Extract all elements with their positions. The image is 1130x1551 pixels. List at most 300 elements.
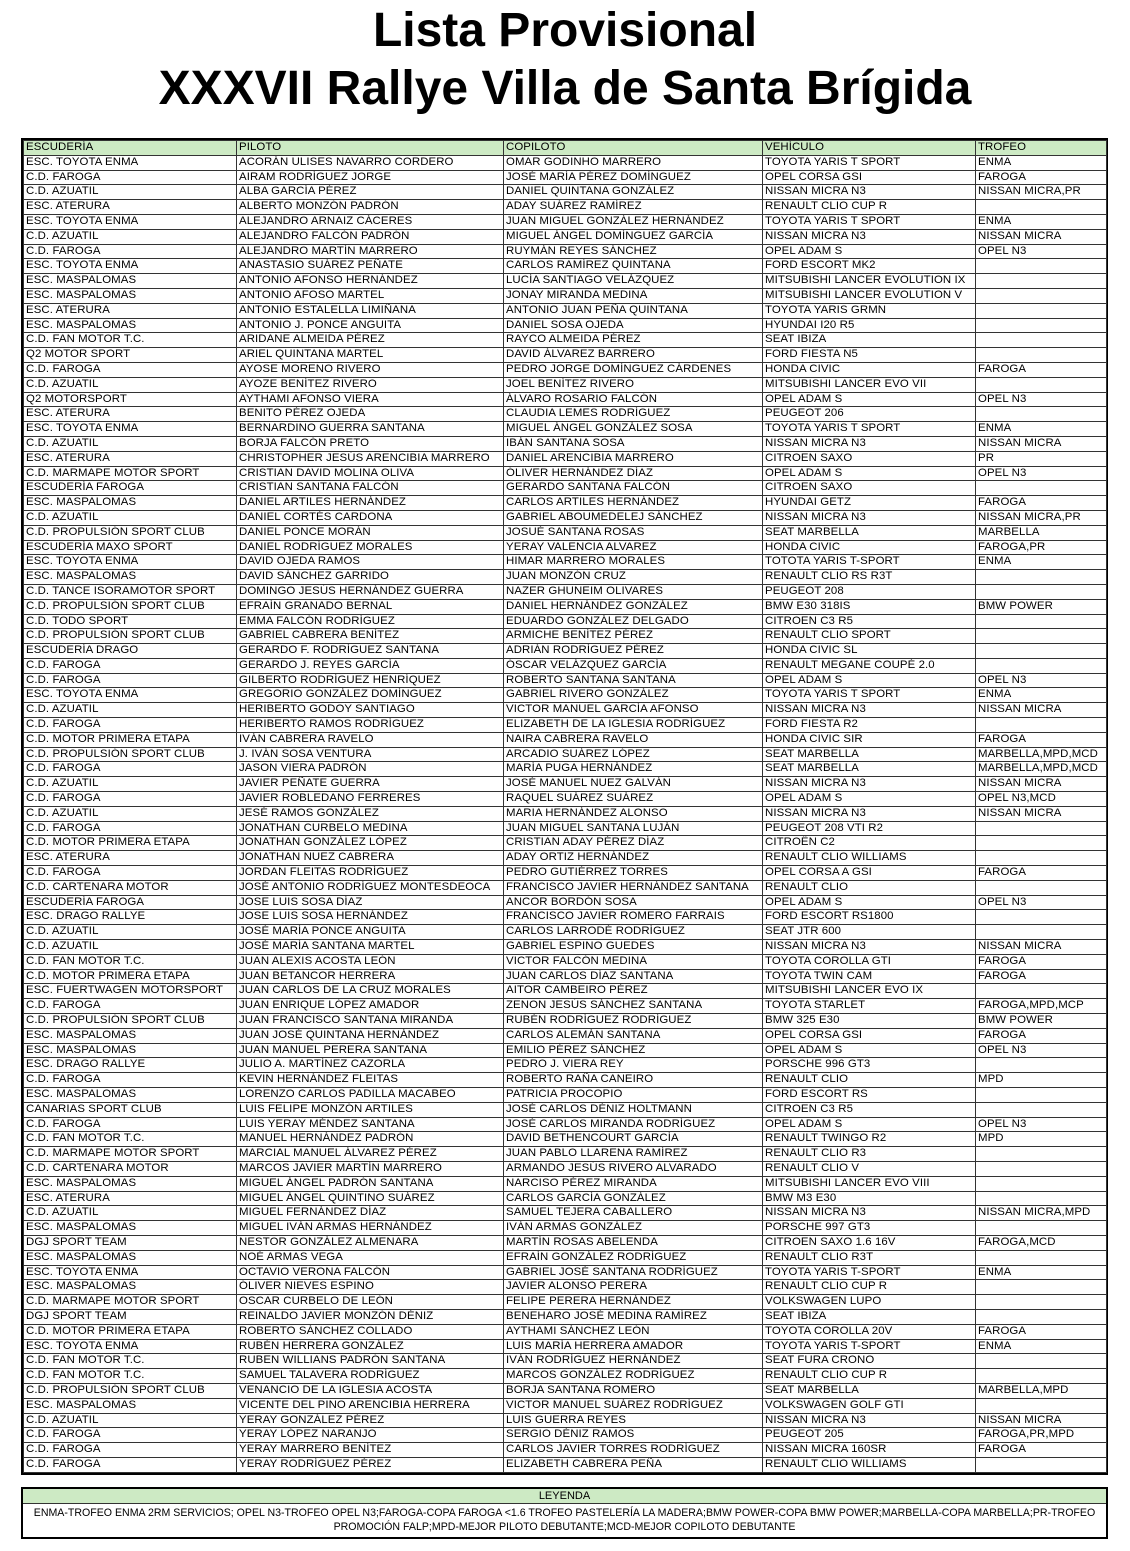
cell-trofeo [976, 377, 1107, 392]
cell-piloto: JONATHAN NUEZ CABRERA [237, 851, 504, 866]
cell-trofeo: OPEL N3 [976, 673, 1107, 688]
cell-vehiculo: FORD ESCORT RS1800 [763, 910, 976, 925]
cell-trofeo [976, 851, 1107, 866]
cell-trofeo: OPEL N3 [976, 1117, 1107, 1132]
table-row [24, 1235, 1107, 1250]
cell-trofeo [976, 925, 1107, 940]
table-row [24, 170, 1107, 185]
table-row [24, 466, 1107, 481]
cell-piloto: ANASTASIO SUÁREZ PEÑATE [237, 259, 504, 274]
table-row [24, 614, 1107, 629]
table-row [24, 407, 1107, 422]
cell-piloto: AYTHAMI AFONSO VIERA [237, 392, 504, 407]
cell-piloto: HERIBERTO RAMOS RODRÍGUEZ [237, 718, 504, 733]
cell-trofeo [976, 348, 1107, 363]
cell-copiloto: RAYCO ALMEIDA PÉREZ [504, 333, 763, 348]
cell-vehiculo: SEAT JTR 600 [763, 925, 976, 940]
cell-trofeo [976, 1398, 1107, 1413]
table-row [24, 1206, 1107, 1221]
cell-escuderia: C.D. PROPULSIÓN SPORT CLUB [24, 599, 237, 614]
cell-vehiculo: OPEL ADAM S [763, 1043, 976, 1058]
table-row [24, 1250, 1107, 1265]
cell-trofeo [976, 333, 1107, 348]
cell-piloto: GREGORIO GONZÁLEZ DOMÍNGUEZ [237, 688, 504, 703]
cell-piloto: KEVIN HERNÁNDEZ FLEITAS [237, 1073, 504, 1088]
cell-piloto: ALEJANDRO ARNAIZ CÁCERES [237, 214, 504, 229]
cell-escuderia: C.D. FAROGA [24, 762, 237, 777]
cell-piloto: SAMUEL TALAVERA RODRÍGUEZ [237, 1369, 504, 1384]
cell-trofeo: MARBELLA [976, 525, 1107, 540]
cell-vehiculo: OPEL ADAM S [763, 792, 976, 807]
cell-vehiculo: SEAT MARBELLA [763, 762, 976, 777]
cell-copiloto: JOSÉ MANUEL NUEZ GALVÁN [504, 777, 763, 792]
table-row [24, 747, 1107, 762]
cell-piloto: MIGUEL FERNÁNDEZ DÍAZ [237, 1206, 504, 1221]
cell-copiloto: GERARDO SANTANA FALCÓN [504, 481, 763, 496]
cell-piloto: VENANCIO DE LA IGLESIA ACOSTA [237, 1383, 504, 1398]
cell-vehiculo: SEAT FURA CRONO [763, 1354, 976, 1369]
cell-vehiculo: HYUNDAI GETZ [763, 496, 976, 511]
cell-copiloto: NARCISO PÉREZ MIRANDA [504, 1176, 763, 1191]
cell-trofeo [976, 200, 1107, 215]
cell-vehiculo: OPEL ADAM S [763, 466, 976, 481]
cell-piloto: OSCAR CURBELO DE LEÓN [237, 1295, 504, 1310]
cell-copiloto: MIGUEL ÁNGEL GONZÁLEZ SOSA [504, 422, 763, 437]
cell-piloto: VICENTE DEL PINO ARENCIBIA HERRERA [237, 1398, 504, 1413]
cell-copiloto: YERAY VALENCIA ALVAREZ [504, 540, 763, 555]
cell-escuderia: DGJ SPORT TEAM [24, 1235, 237, 1250]
cell-escuderia: ESC. TOYOTA ENMA [24, 155, 237, 170]
cell-trofeo: ENMA [976, 1339, 1107, 1354]
cell-trofeo: FAROGA [976, 1324, 1107, 1339]
cell-vehiculo: PEUGEOT 208 [763, 584, 976, 599]
cell-piloto: ANTONIO J. PONCE ANGUITA [237, 318, 504, 333]
cell-copiloto: VICTOR FALCÓN MEDINA [504, 954, 763, 969]
cell-vehiculo: NISSAN MICRA N3 [763, 436, 976, 451]
cell-trofeo [976, 318, 1107, 333]
cell-piloto: YERAY MARRERO BENÍTEZ [237, 1443, 504, 1458]
cell-vehiculo: OPEL CORSA GSI [763, 1028, 976, 1043]
cell-piloto: CRISTIAN DAVID MOLINA OLIVA [237, 466, 504, 481]
cell-trofeo: NISSAN MICRA [976, 806, 1107, 821]
cell-vehiculo: MITSUBISHI LANCER EVOLUTION V [763, 288, 976, 303]
cell-vehiculo: NISSAN MICRA 160SR [763, 1443, 976, 1458]
cell-escuderia: ESC. FUERTWAGEN MOTORSPORT [24, 984, 237, 999]
cell-trofeo [976, 1354, 1107, 1369]
cell-copiloto: IVÁN RODRÍGUEZ HERNÁNDEZ [504, 1354, 763, 1369]
cell-piloto: DOMINGO JESÚS HERNÁNDEZ GUERRA [237, 584, 504, 599]
cell-vehiculo: TOYOTA YARIS GRMN [763, 303, 976, 318]
cell-escuderia: ESC. DRAGO RALLYE [24, 910, 237, 925]
cell-vehiculo: OPEL CORSA GSI [763, 170, 976, 185]
cell-copiloto: VICTOR MANUEL GARCÍA AFONSO [504, 703, 763, 718]
table-row [24, 1221, 1107, 1236]
cell-trofeo: FAROGA [976, 496, 1107, 511]
cell-escuderia: C.D. FAROGA [24, 718, 237, 733]
cell-vehiculo: TOYOTA YARIS T-SPORT [763, 1265, 976, 1280]
entry-list-table [21, 138, 1108, 1475]
table-row [24, 1354, 1107, 1369]
table-row [24, 1295, 1107, 1310]
cell-copiloto: DANIEL ARENCIBIA MARRERO [504, 451, 763, 466]
cell-trofeo: ENMA [976, 688, 1107, 703]
cell-escuderia: DGJ SPORT TEAM [24, 1309, 237, 1324]
cell-escuderia: ESC. MASPALOMAS [24, 1221, 237, 1236]
cell-copiloto: GABRIEL ESPINO GUEDES [504, 940, 763, 955]
cell-copiloto: JOSÉ CARLOS DÉNIZ HOLTMANN [504, 1102, 763, 1117]
cell-trofeo: NISSAN MICRA,PR [976, 185, 1107, 200]
cell-copiloto: ADRIÁN RODRÍGUEZ PÉREZ [504, 644, 763, 659]
cell-escuderia: C.D. CARTENARA MOTOR [24, 1161, 237, 1176]
cell-escuderia: ESC. MASPALOMAS [24, 274, 237, 289]
cell-vehiculo: RENAULT MEGANE COUPÉ 2.0 [763, 658, 976, 673]
cell-escuderia: C.D. AZUATIL [24, 229, 237, 244]
cell-piloto: ALEJANDRO MARTÍN MARRERO [237, 244, 504, 259]
cell-copiloto: DAVID ÁLVAREZ BARRERO [504, 348, 763, 363]
cell-piloto: BORJA FALCÓN PRETO [237, 436, 504, 451]
cell-piloto: YERAY GONZÁLEZ PÉREZ [237, 1413, 504, 1428]
cell-copiloto: ÓLIVER HERNÁNDEZ DÍAZ [504, 466, 763, 481]
cell-trofeo [976, 259, 1107, 274]
cell-vehiculo: BMW 325 E30 [763, 1014, 976, 1029]
table-row [24, 259, 1107, 274]
table-row [24, 451, 1107, 466]
cell-copiloto: CARLOS GARCÍA GONZÁLEZ [504, 1191, 763, 1206]
cell-trofeo [976, 1221, 1107, 1236]
table-row [24, 244, 1107, 259]
cell-vehiculo: RENAULT CLIO WILLIAMS [763, 851, 976, 866]
cell-copiloto: BENEHARO JOSÉ MEDINA RAMÍREZ [504, 1309, 763, 1324]
cell-trofeo: OPEL N3 [976, 466, 1107, 481]
cell-trofeo: NISSAN MICRA [976, 940, 1107, 955]
table-row [24, 303, 1107, 318]
cell-escuderia: ESC. TOYOTA ENMA [24, 259, 237, 274]
cell-copiloto: ARMANDO JESÚS RIVERO ALVARADO [504, 1161, 763, 1176]
table-row [24, 1132, 1107, 1147]
cell-escuderia: C.D. FAROGA [24, 1117, 237, 1132]
cell-piloto: JAVIER ROBLEDANO FERRERES [237, 792, 504, 807]
cell-escuderia: ESC. MASPALOMAS [24, 1088, 237, 1103]
table-row [24, 984, 1107, 999]
cell-escuderia: C.D. FAN MOTOR T.C. [24, 333, 237, 348]
cell-trofeo: FAROGA [976, 954, 1107, 969]
cell-copiloto: JUAN MIGUEL GONZÁLEZ HERNÁNDEZ [504, 214, 763, 229]
cell-copiloto: LUIS GUERRA REYES [504, 1413, 763, 1428]
table-row [24, 1117, 1107, 1132]
cell-piloto: DAVID OJEDA RAMOS [237, 555, 504, 570]
cell-vehiculo: PEUGEOT 208 VTI R2 [763, 821, 976, 836]
cell-copiloto: MARTÍN ROSAS ABELENDA [504, 1235, 763, 1250]
legend-heading: LEYENDA [23, 1489, 1106, 1504]
cell-vehiculo: PEUGEOT 205 [763, 1428, 976, 1443]
cell-trofeo: FAROGA,MPD,MCP [976, 999, 1107, 1014]
cell-trofeo: OPEL N3 [976, 244, 1107, 259]
cell-escuderia: Q2 MOTORSPORT [24, 392, 237, 407]
cell-copiloto: BORJA SANTANA ROMERO [504, 1383, 763, 1398]
cell-vehiculo: NISSAN MICRA N3 [763, 510, 976, 525]
cell-copiloto: CARLOS LARRODÉ RODRÍGUEZ [504, 925, 763, 940]
cell-copiloto: JAVIER ALONSO PERERA [504, 1280, 763, 1295]
cell-piloto: BENITO PÉREZ OJEDA [237, 407, 504, 422]
cell-piloto: JONATHAN GONZÁLEZ LÓPEZ [237, 836, 504, 851]
cell-trofeo [976, 1191, 1107, 1206]
table-row [24, 1073, 1107, 1088]
cell-vehiculo: VOLKSWAGEN LUPO [763, 1295, 976, 1310]
cell-escuderia: ESC. ATERURA [24, 451, 237, 466]
table-row [24, 703, 1107, 718]
cell-escuderia: C.D. MARMAPE MOTOR SPORT [24, 466, 237, 481]
cell-escuderia: C.D. FAN MOTOR T.C. [24, 1132, 237, 1147]
cell-copiloto: EFRAÍN GONZÁLEZ RODRÍGUEZ [504, 1250, 763, 1265]
cell-copiloto: ÁLVARO ROSARIO FALCÓN [504, 392, 763, 407]
table-row [24, 718, 1107, 733]
cell-vehiculo: NISSAN MICRA N3 [763, 185, 976, 200]
cell-piloto: ARIDANE ALMEIDA PÉREZ [237, 333, 504, 348]
cell-escuderia: C.D. PROPULSIÓN SPORT CLUB [24, 525, 237, 540]
cell-copiloto: CARLOS JAVIER TORRES RODRÍGUEZ [504, 1443, 763, 1458]
cell-trofeo: BMW POWER [976, 599, 1107, 614]
cell-escuderia: C.D. AZUATIL [24, 377, 237, 392]
cell-escuderia: C.D. FAROGA [24, 362, 237, 377]
cell-copiloto: NAZER GHUNEIM OLIVARES [504, 584, 763, 599]
cell-copiloto: MARIA HERNÁNDEZ ALONSO [504, 806, 763, 821]
cell-piloto: EFRAÍN GRANADO BERNAL [237, 599, 504, 614]
cell-copiloto: NAIRA CABRERA RAVELO [504, 732, 763, 747]
table-row [24, 1088, 1107, 1103]
cell-escuderia: ESC. MASPALOMAS [24, 1398, 237, 1413]
page-title [0, 2, 1130, 118]
table-row [24, 688, 1107, 703]
cell-trofeo [976, 718, 1107, 733]
cell-piloto: JUAN FRANCISCO SANTANA MIRANDA [237, 1014, 504, 1029]
cell-trofeo: ENMA [976, 155, 1107, 170]
cell-escuderia: C.D. FAN MOTOR T.C. [24, 1354, 237, 1369]
cell-vehiculo: FORD ESCORT MK2 [763, 259, 976, 274]
table-row [24, 673, 1107, 688]
header-piloto: PILOTO [237, 141, 504, 156]
table-row [24, 1280, 1107, 1295]
table-row [24, 200, 1107, 215]
cell-piloto: JUAN JOSÉ QUINTANA HERNÁNDEZ [237, 1028, 504, 1043]
cell-piloto: ANTONIO AFOSO MARTEL [237, 288, 504, 303]
table-row [24, 762, 1107, 777]
cell-vehiculo: HONDA CIVIC [763, 540, 976, 555]
table-row [24, 570, 1107, 585]
table-row [24, 658, 1107, 673]
cell-trofeo [976, 1250, 1107, 1265]
table-row [24, 806, 1107, 821]
cell-escuderia: C.D. FAN MOTOR T.C. [24, 954, 237, 969]
cell-piloto: GABRIEL CABRERA BENÍTEZ [237, 629, 504, 644]
cell-piloto: LORENZO CARLOS PADILLA MACABEO [237, 1088, 504, 1103]
table-row [24, 969, 1107, 984]
cell-copiloto: DANIEL SOSA OJEDA [504, 318, 763, 333]
cell-vehiculo: RENAULT CLIO CUP R [763, 200, 976, 215]
cell-trofeo [976, 821, 1107, 836]
table-row [24, 1339, 1107, 1354]
header-copiloto: COPILOTO [504, 141, 763, 156]
cell-piloto: GILBERTO RODRÍGUEZ HENRÍQUEZ [237, 673, 504, 688]
cell-copiloto: FELIPE PERERA HERNÁNDEZ [504, 1295, 763, 1310]
cell-escuderia: C.D. MOTOR PRIMERA ETAPA [24, 836, 237, 851]
cell-vehiculo: MITSUBISHI LANCER EVOLUTION IX [763, 274, 976, 289]
cell-escuderia: ESCUDERÍA FAROGA [24, 895, 237, 910]
cell-trofeo [976, 274, 1107, 289]
table-row [24, 1176, 1107, 1191]
cell-vehiculo: HYUNDAI I20 R5 [763, 318, 976, 333]
cell-trofeo: PR [976, 451, 1107, 466]
cell-copiloto: ELIZABETH CABRERA PEÑA [504, 1457, 763, 1472]
cell-escuderia: Q2 MOTOR SPORT [24, 348, 237, 363]
cell-trofeo: MPD [976, 1073, 1107, 1088]
cell-escuderia: ESC. MASPALOMAS [24, 1176, 237, 1191]
cell-trofeo [976, 1147, 1107, 1162]
cell-vehiculo: SEAT MARBELLA [763, 1383, 976, 1398]
cell-trofeo [976, 629, 1107, 644]
cell-copiloto: SAMUEL TEJERA CABALLERO [504, 1206, 763, 1221]
cell-vehiculo: NISSAN MICRA N3 [763, 940, 976, 955]
cell-trofeo: FAROGA [976, 1028, 1107, 1043]
cell-vehiculo: OPEL ADAM S [763, 1117, 976, 1132]
cell-piloto: JUAN BETANCOR HERRERA [237, 969, 504, 984]
cell-escuderia: C.D. MARMAPE MOTOR SPORT [24, 1295, 237, 1310]
cell-escuderia: ESC. ATERURA [24, 851, 237, 866]
cell-trofeo [976, 644, 1107, 659]
cell-copiloto: DANIEL HERNÁNDEZ GONZÁLEZ [504, 599, 763, 614]
table-row [24, 1058, 1107, 1073]
table-row [24, 999, 1107, 1014]
cell-trofeo: ENMA [976, 422, 1107, 437]
cell-escuderia: C.D. PROPULSIÓN SPORT CLUB [24, 629, 237, 644]
cell-copiloto: ROBERTO RAÑA CANEIRO [504, 1073, 763, 1088]
cell-escuderia: C.D. AZUATIL [24, 925, 237, 940]
cell-escuderia: CANARIAS SPORT CLUB [24, 1102, 237, 1117]
table-row [24, 925, 1107, 940]
cell-vehiculo: CITROËN C2 [763, 836, 976, 851]
table-row [24, 348, 1107, 363]
cell-escuderia: C.D. PROPULSIÓN SPORT CLUB [24, 747, 237, 762]
table-row [24, 1161, 1107, 1176]
cell-trofeo [976, 1161, 1107, 1176]
cell-vehiculo: MITSUBISHI LANCER EVO VII [763, 377, 976, 392]
cell-escuderia: C.D. FAROGA [24, 1457, 237, 1472]
cell-trofeo: ENMA [976, 214, 1107, 229]
cell-trofeo: FAROGA [976, 969, 1107, 984]
cell-vehiculo: RENAULT CLIO R3 [763, 1147, 976, 1162]
table-row [24, 629, 1107, 644]
cell-copiloto: ELIZABETH DE LA IGLESIA RODRÍGUEZ [504, 718, 763, 733]
cell-copiloto: MARCOS GONZÁLEZ RODRÍGUEZ [504, 1369, 763, 1384]
cell-vehiculo: RENAULT CLIO CUP R [763, 1280, 976, 1295]
cell-vehiculo: RENAULT CLIO WILLIAMS [763, 1457, 976, 1472]
cell-escuderia: C.D. CARTENARA MOTOR [24, 880, 237, 895]
table-row [24, 1413, 1107, 1428]
cell-escuderia: ESC. ATERURA [24, 200, 237, 215]
table-row [24, 1369, 1107, 1384]
cell-trofeo: FAROGA,PR,MPD [976, 1428, 1107, 1443]
cell-vehiculo: RENAULT CLIO [763, 880, 976, 895]
cell-copiloto: DAVID BETHENCOURT GARCÍA [504, 1132, 763, 1147]
cell-trofeo: OPEL N3 [976, 895, 1107, 910]
cell-trofeo [976, 481, 1107, 496]
cell-escuderia: ESC. TOYOTA ENMA [24, 1265, 237, 1280]
cell-trofeo [976, 1309, 1107, 1324]
cell-vehiculo: NISSAN MICRA N3 [763, 1206, 976, 1221]
table-row [24, 599, 1107, 614]
table-row [24, 1309, 1107, 1324]
cell-vehiculo: NISSAN MICRA N3 [763, 229, 976, 244]
table-row [24, 1324, 1107, 1339]
table-row [24, 910, 1107, 925]
table-row [24, 555, 1107, 570]
cell-piloto: AYOSE MORENO RIVERO [237, 362, 504, 377]
table-row [24, 1383, 1107, 1398]
cell-copiloto: ARMICHE BENÍTEZ PÉREZ [504, 629, 763, 644]
cell-copiloto: OMAR GODINHO MARRERO [504, 155, 763, 170]
cell-escuderia: C.D. TANCE ISORAMOTOR SPORT [24, 584, 237, 599]
cell-trofeo: FAROGA [976, 362, 1107, 377]
cell-escuderia: ESC. TOYOTA ENMA [24, 688, 237, 703]
cell-vehiculo: SEAT IBIZA [763, 1309, 976, 1324]
cell-vehiculo: MITSUBISHI LANCER EVO IX [763, 984, 976, 999]
cell-vehiculo: RENAULT TWINGO R2 [763, 1132, 976, 1147]
cell-copiloto: JUAN CARLOS DÍAZ SANTANA [504, 969, 763, 984]
cell-piloto: ALBA GARCÍA PÉREZ [237, 185, 504, 200]
cell-escuderia: C.D. AZUATIL [24, 510, 237, 525]
table-header-row [24, 141, 1107, 156]
cell-trofeo: FAROGA [976, 866, 1107, 881]
cell-piloto: YERAY RODRÍGUEZ PÉREZ [237, 1457, 504, 1472]
table-row [24, 525, 1107, 540]
table-row [24, 821, 1107, 836]
cell-piloto: DANIEL CORTÉS CARDONA [237, 510, 504, 525]
cell-piloto: JESÉ RAMOS GONZÁLEZ [237, 806, 504, 821]
table-row [24, 436, 1107, 451]
table-row [24, 214, 1107, 229]
cell-escuderia: C.D. AZUATIL [24, 806, 237, 821]
cell-trofeo: NISSAN MICRA [976, 777, 1107, 792]
cell-piloto: ANTONIO ESTALELLA LIMIÑANA [237, 303, 504, 318]
cell-trofeo: OPEL N3,MCD [976, 792, 1107, 807]
table-row [24, 392, 1107, 407]
cell-copiloto: LUIS MARÍA HERRERA AMADOR [504, 1339, 763, 1354]
cell-copiloto: JUAN PABLO LLARENA RAMÍREZ [504, 1147, 763, 1162]
cell-escuderia: C.D. AZUATIL [24, 703, 237, 718]
cell-vehiculo: OPEL CORSA A GSI [763, 866, 976, 881]
cell-trofeo [976, 1058, 1107, 1073]
cell-piloto: GERARDO F. RODRÍGUEZ SANTANA [237, 644, 504, 659]
cell-trofeo: NISSAN MICRA [976, 436, 1107, 451]
table-body [24, 155, 1107, 1472]
cell-copiloto: PATRICIA PROCOPIO [504, 1088, 763, 1103]
cell-copiloto: GABRIEL JOSÉ SANTANA RODRÍGUEZ [504, 1265, 763, 1280]
cell-escuderia: C.D. AZUATIL [24, 777, 237, 792]
table-row [24, 288, 1107, 303]
table-row [24, 732, 1107, 747]
table-row [24, 540, 1107, 555]
cell-trofeo [976, 1295, 1107, 1310]
table-row [24, 496, 1107, 511]
cell-trofeo [976, 584, 1107, 599]
table-row [24, 836, 1107, 851]
cell-piloto: ALBERTO MONZÓN PADRÓN [237, 200, 504, 215]
cell-piloto: JUAN ALEXIS ACOSTA LEÓN [237, 954, 504, 969]
cell-vehiculo: TOYOTA YARIS T SPORT [763, 688, 976, 703]
cell-piloto: JASON VIERA PADRÓN [237, 762, 504, 777]
cell-copiloto: ARCADIO SUÁREZ LÓPEZ [504, 747, 763, 762]
cell-trofeo: NISSAN MICRA [976, 229, 1107, 244]
cell-vehiculo: BMW M3 E30 [763, 1191, 976, 1206]
